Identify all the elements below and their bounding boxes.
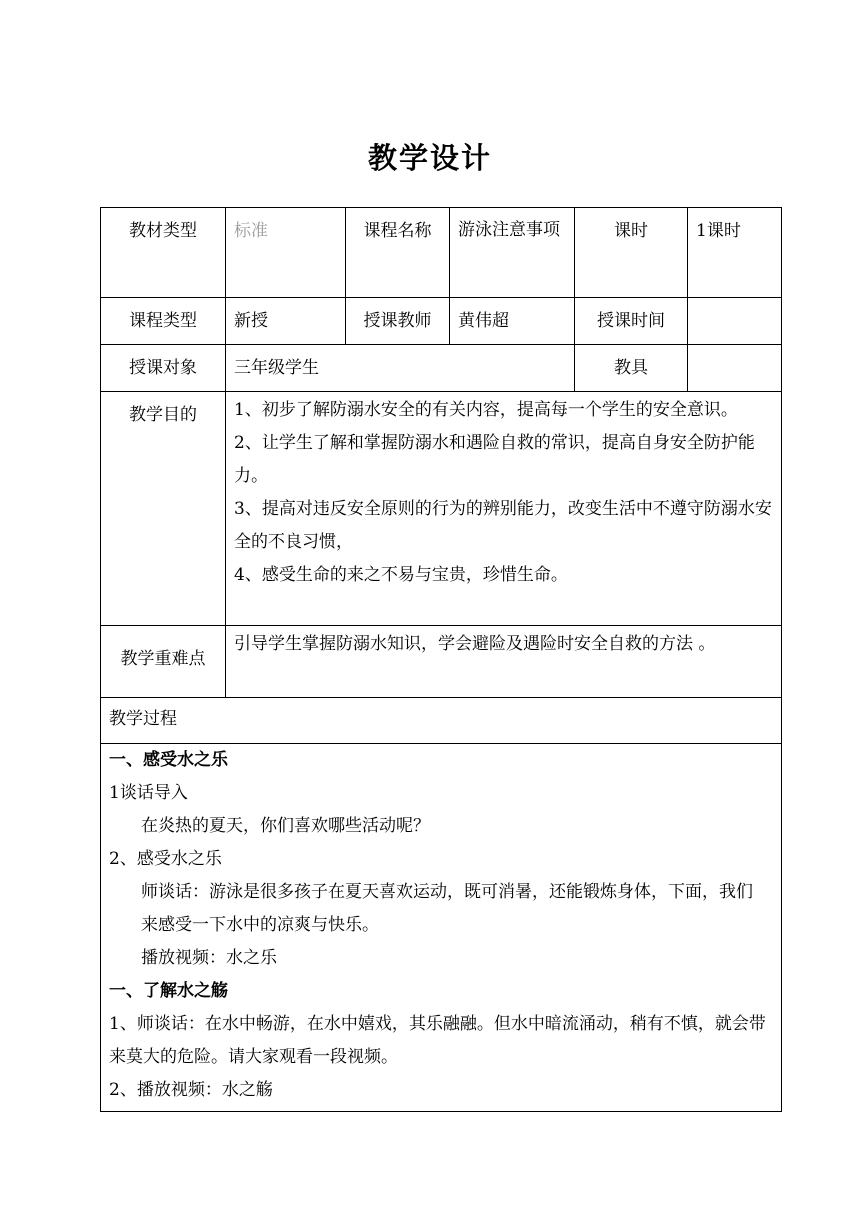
course-type-value: 新授 [226,298,346,345]
lesson-hours-value: 1课时 [688,208,782,298]
teaching-aids-value [688,345,782,392]
table-row [101,298,782,345]
material-type-label: 教材类型 [101,208,226,298]
lesson-plan-table [100,207,781,1112]
goal-item: 1、初步了解防溺水安全的有关内容，提高每一个学生的安全意识。 [234,400,738,420]
goals-content [226,392,782,626]
goal-item: 3、提高对违反安全原则的行为的辨别能力，改变生活中不遵守防溺水安全的不良习惯， [234,499,772,552]
key-points-label: 教学重难点 [101,626,226,698]
table-row [101,626,782,698]
teacher-label: 授课教师 [346,298,450,345]
table-row [101,392,782,626]
section-heading: 一、感受水之乐 [109,750,228,770]
audience-label: 授课对象 [101,345,226,392]
process-line: 2、播放视频：水之觞 [109,1080,273,1100]
teacher-value: 黄伟超 [450,298,575,345]
page-title: 教学设计 [367,141,492,175]
lesson-hours-label: 课时 [575,208,688,298]
section-heading: 一、了解水之觞 [109,981,228,1001]
process-line: 1谈话导入 [109,783,188,803]
process-content [101,744,782,1112]
material-type-value: 标准 [226,208,346,298]
table-row [101,744,782,1112]
audience-value: 三年级学生 [226,345,575,392]
key-points-text: 引导学生掌握防溺水知识，学会避险及遇险时安全自救的方法 。 [226,626,782,698]
lesson-time-value [688,298,782,345]
course-type-label: 课程类型 [101,298,226,345]
process-label: 教学过程 [101,698,782,744]
course-name-label: 课程名称 [346,208,450,298]
goal-item: 2、让学生了解和掌握防溺水和遇险自救的常识，提高自身安全防护能力。 [234,433,755,486]
process-line: 1、师谈话：在水中畅游，在水中嬉戏，其乐融融。但水中暗流涌动，稍有不慎，就会带来莫大的危险。请大家观看一段视频。 [109,1014,766,1067]
process-line: 播放视频：水之乐 [141,948,277,968]
process-line: 在炎热的夏天，你们喜欢哪些活动呢？ [141,816,430,836]
goals-label: 教学目的 [101,392,226,626]
course-name-value: 游泳注意事项 [450,208,575,298]
goal-item: 4、感受生命的来之不易与宝贵，珍惜生命。 [234,565,568,585]
process-line: 师谈话：游泳是很多孩子在夏天喜欢运动，既可消暑，还能锻炼身体，下面，我们来感受一下水中的凉爽与快乐。 [141,882,753,935]
teaching-aids-label: 教具 [575,345,688,392]
table-row [101,698,782,744]
table-row [101,345,782,392]
table-row [101,208,782,298]
lesson-time-label: 授课时间 [575,298,688,345]
process-line: 2、感受水之乐 [109,849,222,869]
